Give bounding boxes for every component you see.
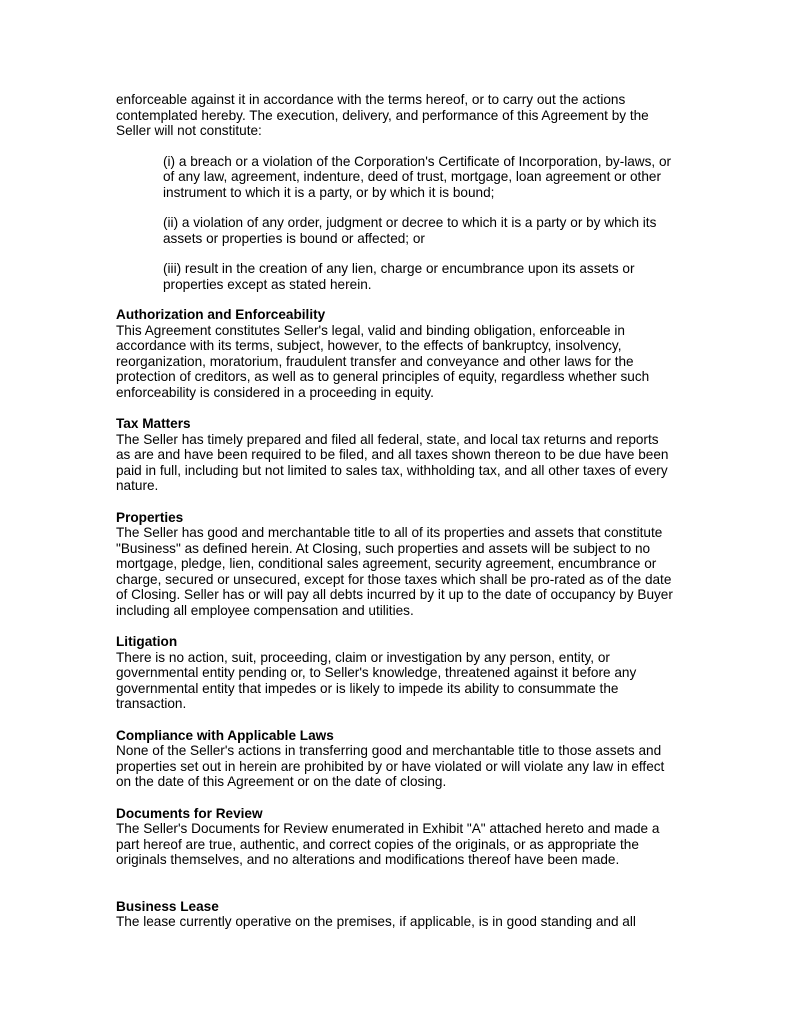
section-heading: Properties (116, 509, 184, 525)
section-heading: Litigation (116, 634, 178, 649)
section-heading: Documents for Review (116, 805, 263, 821)
section-body: The Seller has timely prepared and filed all federal, state, and local tax returns and reports as are and have been required to be filed, and all taxes shown thereon to be due have been paid in full, including but not limited to sales tax, withholding tax, and all other taxes of every nature. (116, 431, 669, 493)
list-item-ii: (ii) a violation of any order, judgment or decree to which it is a party or by which its assets or properties is bound or affected; or (163, 215, 657, 246)
section-properties (116, 510, 676, 619)
section-body: The Seller's Documents for Review enumerated in Exhibit "A" attached hereto and made a part hereof are true, authentic, and correct copies of the originals, or as appropriate the originals themselves, and no alterations and modifications thereof have been made. (116, 821, 660, 867)
section-tax-matters (116, 416, 676, 494)
section-heading: Tax Matters (116, 416, 191, 431)
section-body: None of the Seller's actions in transferring good and merchantable title to those assets and properties set out in herein are prohibited by or have violated or will violate any law in effect on the date of this Agreement or on the date of closing. (116, 743, 665, 789)
section-heading: Business Lease (116, 898, 219, 914)
list-item-iii: (iii) result in the creation of any lien, charge or encumbrance upon its assets or properties except as stated herein. (163, 261, 635, 292)
section-authorization (116, 307, 676, 400)
section-compliance (116, 728, 676, 790)
section-body: This Agreement constitutes Seller's legal, valid and binding obligation, enforceable in accordance with its terms, subject, however, to the effects of bankruptcy, insolvency, reorganization, moratorium, fraudulent transfer and conveyance and other laws for the protection of creditors, as well as to general principles of equity, regardless whether such enforceability is considered in a proceeding in equity. (116, 322, 650, 400)
document-page (116, 92, 676, 946)
section-documents-for-review (116, 806, 676, 868)
section-body: The Seller has good and merchantable title to all of its properties and assets that constitute "Business" as defined herein. At Closing, such properties and assets will be subject to no mortgage, pledge, lien, conditional sales agreement, security agreement, encumbrance or charge, secured or unsecured, except for those taxes which shall be pro-rated as of the date of Closing. Seller has or will pay all debts incurred by it up to the date of occupancy by Buyer including all employee compensation and utilities. (116, 525, 673, 618)
section-business-lease (116, 899, 676, 930)
section-body: There is no action, suit, proceeding, claim or investigation by any person, entity, or governmental entity pending or, to Seller's knowledge, threatened against it before any governmental entity that impedes or is likely to impede its ability to consummate the transaction. (116, 649, 637, 711)
section-body: The lease currently operative on the premises, if applicable, is in good standing and all (116, 914, 636, 929)
list-item-i: (i) a breach or a violation of the Corporation's Certificate of Incorporation, by-laws, or of any law, agreement, indenture, deed of trust, mortgage, loan agreement or other instrument to which it is a party, or by which it is bound; (163, 153, 672, 200)
intro-paragraph: enforceable against it in accordance with the terms hereof, or to carry out the actions contemplated hereby. The execution, delivery, and performance of this Agreement by the Seller will not constitute: (116, 92, 649, 138)
section-heading: Compliance with Applicable Laws (116, 727, 334, 743)
section-litigation (116, 634, 676, 712)
section-heading: Authorization and Enforceability (116, 307, 326, 322)
